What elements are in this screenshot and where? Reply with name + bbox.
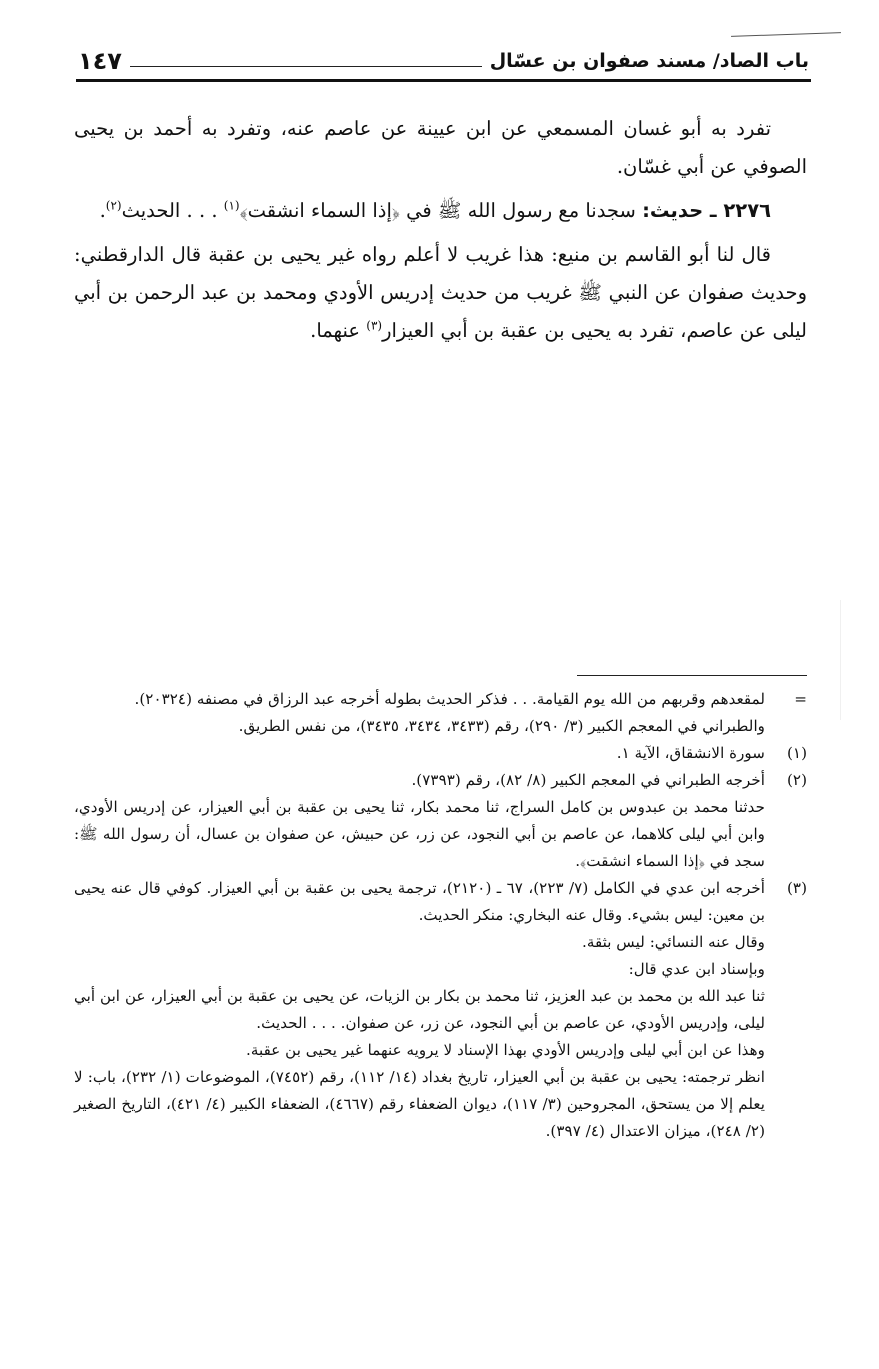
footnote-3-text-3: وبإسناد ابن عدي قال: [628,960,765,978]
footnote-3-text-6: انظر ترجمته: يحيى بن عقبة بن أبي العيزار، تاريخ بغداد (١٤/ ١١٢)، رقم (٧٤٥٢)، الموضوعات (١/ ٢٣٢)، باب: لا يعلم إلا من يستحق، المجروحين (٣/ ١١٧)، ديوان الضعفاء رقم (٤٦٦٧)، الضعفاء الكبير (٤/ ٤٢١)، التاريخ الصغير (٢/ ٢٤٨)، ميزان الاعتدال (٤/ ٣٩٧). [74,1068,765,1140]
hadith-paragraph [74,192,807,230]
hadith-text-c: . [99,199,106,222]
paragraph-3 [74,236,807,350]
footnote-continuation-text-2: والطبراني في المعجم الكبير (٣/ ٢٩٠)، رقم (٣٤٣٣، ٣٤٣٤، ٣٤٣٥)، من نفس الطريق. [238,717,765,735]
hadith-text-a: سجدنا مع رسول الله ﷺ في ﴿إذا السماء انشقت﴾ [239,199,643,222]
paragraph-3-end: عنهما. [310,319,367,342]
footnote-3-text-4: ثنا عبد الله بن محمد بن عبد العزيز، ثنا محمد بن بكار بن الزيات، عن يحيى بن عقبة بن أبي العيزار، عن ابن أبي ليلى، وإدريس الأودي، عن عاصم بن أبي النجود، عن زر، عن صفوان. . . . الحديث. [74,987,765,1032]
footnote-1-mark: (١) [786,744,807,762]
header-rule [76,79,811,82]
paragraph-3-text: قال لنا أبو القاسم بن منيع: هذا غريب لا أعلم رواه غير يحيى بن عقبة قال الدارقطني: وحديث صفوان عن النبي ﷺ غريب من حديث إدريس الأودي ومحمد بن عبد الرحمن بن أبي ليلى عن عاصم، تفرد به يحيى بن عقبة بن أبي العيزار [74,243,807,342]
hadith-text-b: . . . الحديث [121,199,224,222]
footnote-2-text-2: حدثنا محمد بن عبدوس بن كامل السراج، ثنا محمد بكار، ثنا يحيى بن عقبة بن أبي العيزار، عن إدريس الأودي، وابن أبي ليلى كلاهما، عن عاصم بن أبي النجود، عن زر، عن حبيش، عن صفوان بن عسال، أن رسول الله ﷺ: سجد في ﴿إذا السماء انشقت﴾. [74,798,765,870]
continuation-mark: = [794,690,807,708]
footnote-2-mark: (٢) [786,771,807,789]
header-title: باب الصاد/ مسند صفوان بن عسّال [489,50,809,72]
footnote-3-text-5: وهذا عن ابن أبي ليلى وإدريس الأودي بهذا الإسناد لا يرويه عنهما غير يحيى بن عقبة. [246,1041,765,1059]
header-tick-mark [731,32,841,37]
footnote-3-text-2: وقال عنه النسائي: ليس بثقة. [582,933,765,951]
page-number: ١٤٧ [78,47,122,75]
main-text [74,110,807,356]
running-header [78,40,809,74]
footnote-continuation [74,686,807,740]
hadith-number: ٢٢٧٦ ـ حديث: [642,199,771,222]
footnote-ref-2: (٢) [105,198,122,213]
footnote-3-text: أخرجه ابن عدي في الكامل (٧/ ٢٢٣)، ٦٧ ـ (٢١٢٠)، ترجمة يحيى بن عقبة بن أبي العيزار. كوفي قال عنه يحيى بن معين: ليس بشيء. وقال عنه البخاري: منكر الحديث. [74,879,765,924]
paragraph-1: تفرد به أبو غسان المسمعي عن ابن عيينة عن عاصم عنه، وتفرد به أحمد بن يحيى الصوفي عن أبي غسّان. [74,117,807,178]
footnote-3-mark: (٣) [786,879,807,897]
footnote-ref-1: (١) [223,198,240,213]
footnote-2-text: أخرجه الطبراني في المعجم الكبير (٨/ ٨٢)، رقم (٧٣٩٣). [411,771,765,789]
footnote-continuation-text: لمقعدهم وقربهم من الله يوم القيامة. . . فذكر الحديث بطوله أخرجه عبد الرزاق في مصنفه (٢٠٣٢٤). [134,690,765,708]
footnotes [74,686,807,1145]
footnote-3 [74,875,807,1145]
footnote-2 [74,767,807,875]
footnote-1-text: سورة الانشقاق، الآية ١. [616,744,765,762]
header-leader-line [130,66,482,67]
footnote-ref-3: (٣) [366,318,383,333]
footnote-separator [577,675,807,676]
footnote-1 [74,740,807,767]
scan-artifact [840,600,841,720]
